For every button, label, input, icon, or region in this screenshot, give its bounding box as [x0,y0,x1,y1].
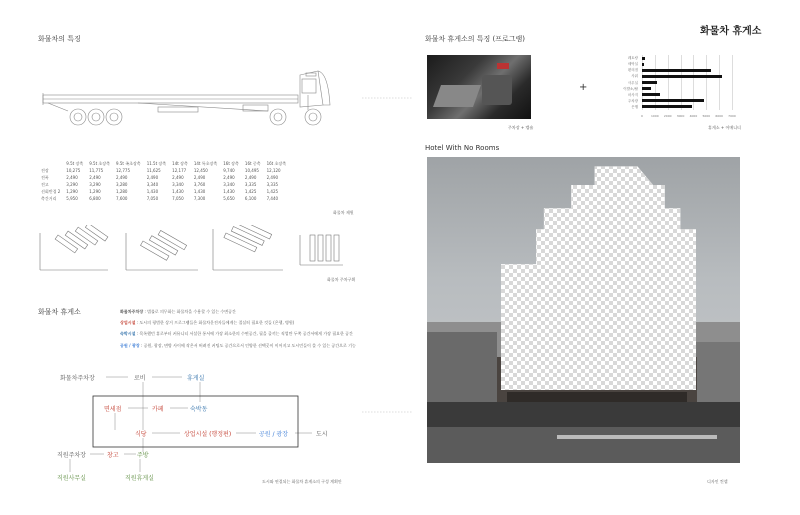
spec-col-header: 9.5t 장축 [66,161,84,166]
chart-x-tick-label: 5000 [702,114,711,118]
spec-cell: 3,340 [223,182,235,187]
spec-cell: 11,775 [89,168,104,173]
hotel-title: Hotel With No Rooms [425,144,500,152]
plus-sign: + [579,82,588,93]
rest-area-title: 화물차 휴게소 [38,308,81,316]
chart-category-label: 레토랑 [627,56,638,61]
chart-gridline [706,55,707,110]
spec-cell: 12,177 [172,168,187,173]
desc-text: : 공원, 광장, 면방 사이에 작은서 버려진 커팅도 공간으로서 인양한 선택곳이 이어지고 도시민들이 쓸 수 있는 공간으로 기능 [139,343,356,348]
spec-col-header: 14t 장축 [172,161,188,166]
node-staff-lounge: 직원휴게실 [125,475,154,482]
chart-x-tick-label: 1000 [651,114,659,118]
chart-bar [642,75,722,78]
chart-bar [642,81,657,84]
node-staff-office: 직원사무실 [57,475,86,482]
hotel-photo [427,157,740,463]
spec-cell: 2,490 [244,175,257,180]
spec-cell: 1,430 [193,189,206,194]
chart-category-label: 주차장 [627,98,638,103]
node-kitchen: 주방 [137,452,149,459]
chart-category-label: 사무실 [627,80,638,85]
truck-section-title: 화물차의 특징 [38,35,81,43]
chart-x-tick-label: 3000 [676,114,685,118]
spec-cell: 1,425 [266,189,279,194]
chart-category-label: 사워 [631,74,638,79]
spec-col-header: 16t 장축 [223,161,239,166]
spec-cell: 2,490 [193,175,206,180]
hotel-caption: 디자인 컨셉 [707,479,728,484]
chart-gridline [719,55,720,110]
spec-col-header: 16t 중축 [244,161,261,166]
chart-category-label: 이발소/탈 [623,86,638,91]
spec-cell: 1,430 [146,189,159,194]
chart-category-label: 은행 [631,104,638,109]
chart-plot-area [642,55,732,110]
spec-cell: 7,050 [146,196,159,201]
node-lounge: 휴게실 [187,375,205,382]
chart-bar [642,69,711,72]
capsule-photo [427,55,531,119]
desc-text: : 법률로 의무화는 화물차을 수용할 수 있는 수변공간 [143,309,236,314]
spec-cell: 3,760 [193,182,206,187]
spec-cell: 12,120 [266,168,281,173]
spec-row-label: 선회반경 2 [41,189,61,194]
spec-cell: 5,650 [223,196,235,201]
chart-gridline [732,55,733,110]
node-cafe: 카페 [152,406,164,413]
chart-x-tick-label: 0 [641,114,643,118]
spec-col-header: 9.5t 족초장축 [116,161,141,166]
spec-col-header: 11.5t 장축 [146,161,167,166]
chart-bar [642,105,692,108]
spec-cell: 3,290 [89,182,101,187]
spec-cell: 3,290 [66,182,78,187]
desc-key: 숙박시설 [120,331,136,336]
amenity-bar-chart [600,55,740,120]
spec-cell: 10,275 [66,168,81,173]
chart-bar [642,63,644,66]
spec-cell: 3,340 [146,182,159,187]
desc-key: 화물차주차장 [120,309,144,314]
spec-cell: 1,290 [89,189,101,194]
spec-cell: 9,740 [223,168,235,173]
chart-caption: 휴게소 + 어메니티 [708,125,741,130]
node-staff-parking: 직원주차장 [57,452,86,459]
spec-row-label: 전고 [41,182,49,187]
spec-cell: 1,430 [172,189,184,194]
spec-col-header: 16t 초장축 [266,161,287,166]
chart-bar [642,57,645,60]
node-lobby: 로비 [134,375,146,382]
chart-x-tick-label: 4000 [689,114,698,118]
spec-cell: 1,430 [223,189,235,194]
spec-row-label: 전폭 [41,175,49,180]
spec-cell: 3,335 [244,182,257,187]
spec-cell: 1,280 [116,189,128,194]
spec-cell: 7,440 [266,196,279,201]
chart-bar [642,93,660,96]
spec-cell: 3,280 [116,182,128,187]
capsule-photo-caption: 주차장 + 캡슐 [508,125,534,130]
desc-text: : 목록했던 휴로부터 커뮤니티 서설한 통서에 가장 최소한의 수면공간, 필을 줄끼는 직업만 두쪽 공간서에게 가장 필요한 공간 [135,331,353,336]
spec-cell: 7,300 [193,196,206,201]
node-commercial: 상업시설 (행정편) [184,431,232,438]
spec-cell: 10,495 [244,168,259,173]
spec-cell: 2,490 [223,175,235,180]
spec-table-caption: 화물차 제원 [333,210,354,215]
spec-cell: 3,340 [172,182,184,187]
node-city: 도시 [316,431,328,438]
spec-cell: 2,490 [266,175,279,180]
chart-bar [642,87,651,90]
desc-text: : 도시의 평범한 상거 프로그램들은 화물차운전자들에게는 절실히 필요한 것들 (은행, 병원) [135,320,295,325]
spec-cell: 1,425 [244,189,257,194]
chart-category-label: 편의점 [627,68,638,73]
chart-x-ticks [641,114,736,119]
spec-col-header: 9.5t 초장축 [89,161,111,166]
page-title: 화물차 휴게소 [700,26,762,37]
desc-key: 공원 / 광장 [120,343,140,348]
spec-cell: 6,100 [244,196,257,201]
spec-cell: 12,450 [193,168,208,173]
spec-cell: 2,490 [146,175,159,180]
spec-cell: 1,290 [66,189,78,194]
spec-row-label: 축간거리 [41,196,57,201]
spec-cell: 2,490 [172,175,184,180]
chart-x-tick-label: 6000 [715,114,723,118]
spec-cell: 12,775 [116,168,131,173]
chart-category-label: 세탁실 [627,62,638,67]
spec-cell: 2,490 [89,175,101,180]
desc-key: 상업시설 [120,320,136,325]
node-storage: 창고 [107,452,119,459]
spec-cell: 5,950 [66,196,78,201]
node-restaurant: 식당 [135,431,147,438]
spec-row-label: 전장 [41,168,49,173]
node-duty-free: 면세점 [104,406,122,413]
chart-category-label: 마사지 [627,92,638,97]
chart-x-tick-label: 2000 [663,114,672,118]
spec-cell: 3,335 [266,182,279,187]
node-park: 공원 / 광장 [259,431,289,438]
chart-x-tick-label: 7000 [728,114,736,118]
spec-cell: 2,490 [66,175,78,180]
spec-cell: 7,600 [116,196,128,201]
spec-cell: 6,800 [89,196,101,201]
node-truck-parking: 화물차주차장 [60,375,95,382]
node-lodging: 숙박동 [190,406,208,413]
spec-cell: 11,625 [146,168,161,173]
chart-bar [642,99,704,102]
spec-cell: 2,490 [116,175,128,180]
parking-layout-caption: 화물차 주차구획 [327,277,356,282]
program-section-title: 화물차 휴게소의 특징 (프로그램) [425,35,526,43]
spec-col-header: 14t 특초장축 [193,161,218,166]
diagram-caption: 도시와 연결되는 화물차 휴게소의 구성 계획안 [262,479,342,484]
spec-cell: 7,050 [172,196,184,201]
